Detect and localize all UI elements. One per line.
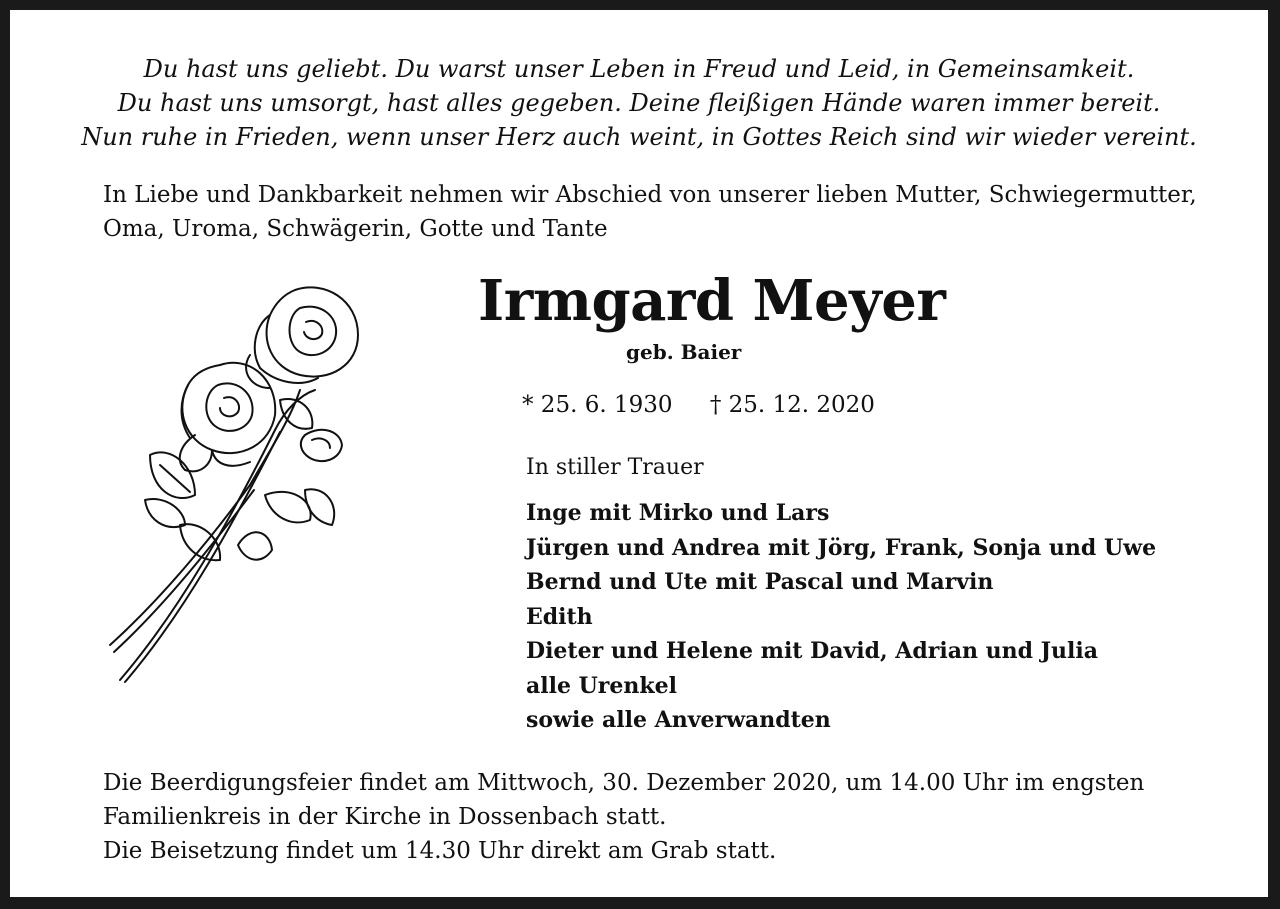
life-dates [522, 392, 905, 418]
list-item: Jürgen und Andrea mit Jörg, Frank, Sonja und Uwe [526, 534, 1157, 561]
list-item: Edith [526, 603, 593, 630]
list-item: Dieter und Helene mit David, Adrian und Julia [526, 638, 1099, 664]
deceased-name: Irmgard Meyer [478, 268, 946, 334]
list-item: Inge mit Mirko und Lars [526, 500, 830, 526]
obituary-notice [10, 10, 1268, 897]
maiden-name: geb. Baier [626, 340, 742, 364]
death-date: † 25. 12. 2020 [709, 392, 875, 418]
poem-line: Nun ruhe in Frieden, wenn unser Herz auch weint, in Gottes Reich sind wir wieder vereint. [81, 123, 1197, 151]
funeral-line: Familienkreis in der Kirche in Dossenbach statt. [103, 804, 667, 830]
list-item: alle Urenkel [526, 672, 677, 699]
funeral-line: Die Beisetzung findet um 14.30 Uhr direkt am Grab statt. [103, 838, 777, 864]
list-item: Bernd und Ute mit Pascal und Marvin [526, 569, 994, 595]
roses-illustration-icon [100, 270, 380, 690]
list-item: sowie alle Anverwandten [526, 707, 831, 733]
poem-line: Du hast uns geliebt. Du warst unser Leben in Freud und Leid, in Gemeinsamkeit. [143, 55, 1135, 83]
intro-text [103, 178, 1197, 246]
birth-date: * 25. 6. 1930 [522, 392, 673, 418]
funeral-line: Die Beerdigungsfeier findet am Mittwoch, 30. Dezember 2020, um 14.00 Uhr im engsten [103, 770, 1145, 796]
intro-line: In Liebe und Dankbarkeit nehmen wir Abschied von unserer lieben Mutter, Schwiegermutter, [103, 182, 1197, 208]
family-list [526, 496, 1156, 738]
intro-line: Oma, Uroma, Schwägerin, Gotte und Tante [103, 216, 608, 242]
poem [10, 52, 1268, 154]
mourning-line: In stiller Trauer [526, 455, 704, 480]
funeral-info [103, 766, 1183, 868]
poem-line: Du hast uns umsorgt, hast alles gegeben. Deine fleißigen Hände waren immer bereit. [117, 89, 1161, 117]
